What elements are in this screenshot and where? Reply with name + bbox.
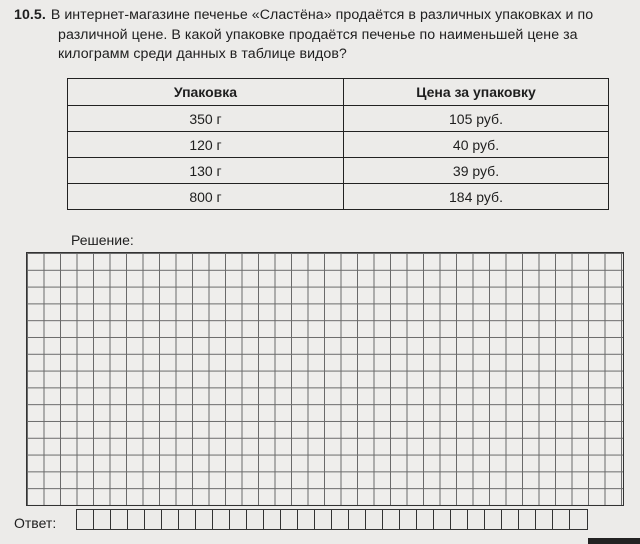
- answer-label: Ответ:: [14, 515, 57, 531]
- problem-number: 10.5.: [14, 7, 46, 23]
- cell-package: 130 г: [68, 158, 344, 184]
- table-row: [68, 106, 609, 132]
- answer-box[interactable]: [281, 510, 298, 529]
- answer-boxes[interactable]: [76, 509, 588, 530]
- answer-box[interactable]: [383, 510, 400, 529]
- solution-grid[interactable]: [26, 252, 624, 506]
- cell-package: 800 г: [68, 184, 344, 210]
- answer-box[interactable]: [417, 510, 434, 529]
- answer-box[interactable]: [247, 510, 264, 529]
- page-corner-bar: [588, 538, 640, 544]
- answer-box[interactable]: [434, 510, 451, 529]
- table-row: [68, 132, 609, 158]
- problem-statement: [14, 6, 628, 65]
- answer-box[interactable]: [213, 510, 230, 529]
- answer-box[interactable]: [451, 510, 468, 529]
- answer-box[interactable]: [502, 510, 519, 529]
- answer-box[interactable]: [230, 510, 247, 529]
- cell-price: 39 руб.: [344, 158, 609, 184]
- table-row: [68, 158, 609, 184]
- answer-box[interactable]: [315, 510, 332, 529]
- answer-box[interactable]: [570, 510, 587, 529]
- cell-price: 105 руб.: [344, 106, 609, 132]
- answer-box[interactable]: [553, 510, 570, 529]
- answer-box[interactable]: [349, 510, 366, 529]
- answer-box[interactable]: [298, 510, 315, 529]
- solution-label: Решение:: [71, 232, 134, 248]
- cell-price: 40 руб.: [344, 132, 609, 158]
- answer-box[interactable]: [162, 510, 179, 529]
- table-row: [68, 184, 609, 210]
- answer-box[interactable]: [366, 510, 383, 529]
- problem-line-2: различной цене. В какой упаковке продаётся печенье по наименьшей цене за: [58, 26, 578, 43]
- answer-box[interactable]: [485, 510, 502, 529]
- cell-price: 184 руб.: [344, 184, 609, 210]
- problem-line-1: 10.5. В интернет-магазине печенье «Сластёна» продаётся в различных упаковках и по: [14, 7, 594, 23]
- table-header-row: [68, 79, 609, 106]
- answer-box[interactable]: [94, 510, 111, 529]
- answer-box[interactable]: [400, 510, 417, 529]
- cell-package: 120 г: [68, 132, 344, 158]
- answer-box[interactable]: [128, 510, 145, 529]
- header-package: Упаковка: [68, 79, 344, 106]
- answer-box[interactable]: [468, 510, 485, 529]
- header-price: Цена за упаковку: [344, 79, 609, 106]
- answer-box[interactable]: [145, 510, 162, 529]
- price-table: [67, 78, 609, 210]
- answer-box[interactable]: [332, 510, 349, 529]
- answer-box[interactable]: [196, 510, 213, 529]
- answer-box[interactable]: [519, 510, 536, 529]
- problem-line-3: килограмм среди данных в таблице видов?: [58, 46, 347, 62]
- answer-box[interactable]: [264, 510, 281, 529]
- answer-box[interactable]: [536, 510, 553, 529]
- answer-box[interactable]: [179, 510, 196, 529]
- answer-box[interactable]: [111, 510, 128, 529]
- cell-package: 350 г: [68, 106, 344, 132]
- answer-box[interactable]: [77, 510, 94, 529]
